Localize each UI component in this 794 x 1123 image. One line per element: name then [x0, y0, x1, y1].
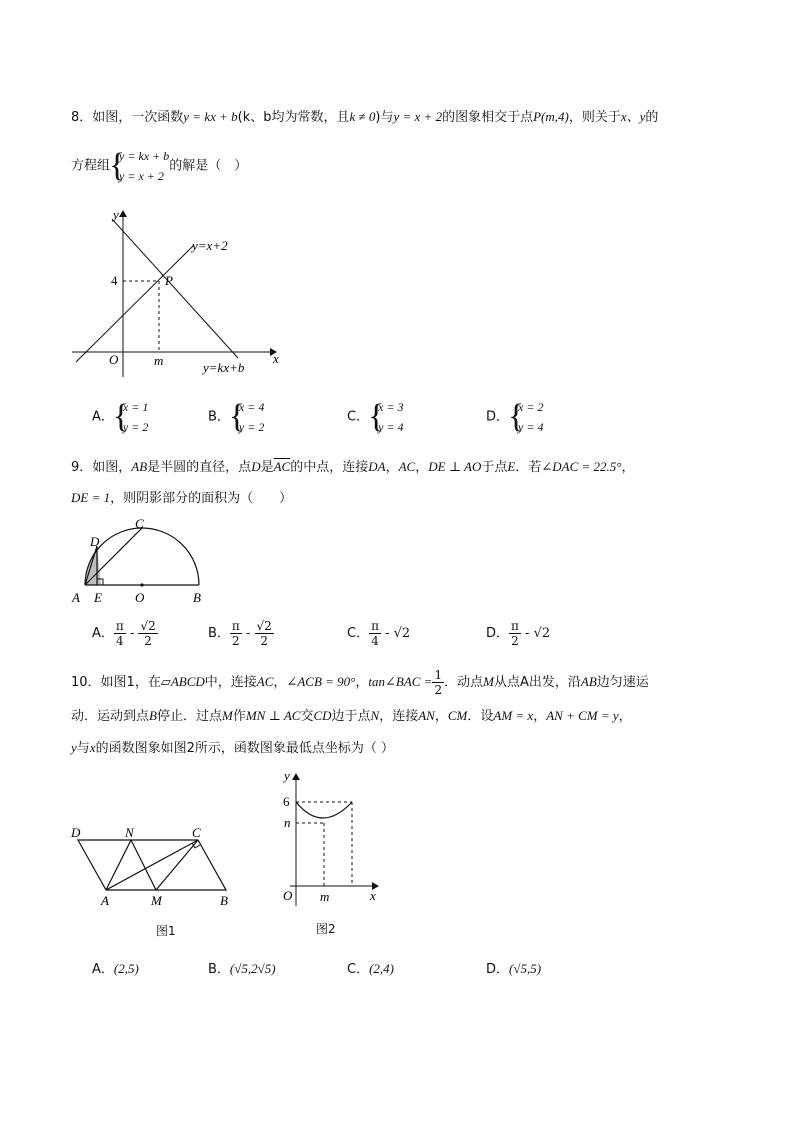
q10-line3: y与x的函数图象如图2所示，函数图象最低点坐标为（ ） [71, 740, 394, 756]
svg-text:n: n [284, 815, 291, 830]
svg-text:B: B [193, 590, 201, 605]
svg-text:D: D [71, 825, 81, 840]
q10-option-d: D．(√5,5) [486, 961, 542, 977]
q8-equation-system: { y = kx + b y = x + 2 [110, 146, 169, 186]
q10-line1: 10．如图1，在▱ABCD中，连接AC，∠ACB = 90°，tan∠BAC = $\frac{1}{2}$ ．动点M从点A出发，沿AB边匀速运 [71, 668, 649, 697]
q10-option-c: C．(2,4) [347, 961, 394, 977]
q8-option-b: B． { x = 4 y = 2 [208, 397, 264, 437]
q8-graph [68, 205, 298, 380]
q8-label-4: 4 [111, 273, 118, 288]
q8-option-c: C． { x = 3 y = 4 [347, 397, 404, 437]
svg-text:O: O [283, 888, 293, 903]
q8-label-origin: O [109, 352, 119, 367]
q10-option-b: B．(√5,2√5) [208, 961, 276, 977]
svg-text:y: y [284, 768, 290, 783]
svg-text:m: m [320, 889, 330, 904]
q9-option-d: D． $\frac{\pi}{2}$ - √2 [486, 619, 551, 648]
q10-figure1-caption: 图1 [156, 924, 176, 938]
q8-label-x: x [273, 351, 279, 366]
svg-text:O: O [135, 590, 145, 605]
q8-label-line1: y=x+2 [192, 238, 228, 253]
q9-option-a: A． $\frac{\pi}{4}$ - $\frac{√2}{2}$ [92, 619, 156, 648]
q10-segment-cm [156, 840, 198, 890]
q8-label-m: m [154, 353, 164, 368]
svg-text:E: E [94, 590, 102, 605]
q9-semicircle-arc [85, 528, 199, 585]
svg-text:B: B [220, 893, 228, 908]
q10-figure2-caption: 图2 [316, 922, 336, 936]
q10-figure1 [68, 822, 240, 914]
svg-text:N: N [125, 825, 134, 840]
q8-line-y-x-plus-2 [76, 245, 194, 362]
q8-line1: 8．如图，一次函数y = kx + b(k、b均为常数，且k ≠ 0)与y = x + 2的图象相交于点P(m,4)，则关于x、y的 [71, 109, 659, 125]
q8-line2: 方程组 { y = kx + b y = x + 2 的解是（ ） [71, 146, 247, 186]
q9-line2: DE = 1，则阴影部分的面积为（ ） [71, 490, 293, 506]
q9-figure [68, 515, 218, 607]
svg-text:C: C [192, 825, 201, 840]
q8-option-d: D． { x = 2 y = 4 [486, 397, 543, 437]
q8-option-a: A． { x = 1 y = 2 [92, 397, 148, 437]
q8-label-p: P [165, 273, 173, 288]
q9-option-b: B． $\frac{\pi}{2}$ - $\frac{√2}{2}$ [208, 619, 272, 648]
q10-option-a: A．(2,5) [92, 961, 139, 977]
q10-graph-curve [296, 802, 352, 818]
q9-option-c: C． $\frac{\pi}{4}$ - √2 [347, 619, 411, 648]
q10-right-angle-mark [192, 843, 200, 848]
q10-line2: 动．运动到点B停止．过点M作MN ⊥ AC交CD边于点N，连接AN，CM．设AM = x，AN + CM = y， [71, 708, 632, 724]
svg-text:C: C [135, 516, 144, 531]
q10-segment-an [106, 840, 131, 890]
q8-label-y: y [113, 207, 119, 222]
svg-text:A: A [72, 590, 80, 605]
q10-figure2 [272, 768, 384, 910]
svg-text:6: 6 [283, 794, 290, 809]
svg-text:x: x [370, 888, 376, 903]
svg-text:A: A [101, 893, 109, 908]
svg-text:D: D [90, 534, 100, 549]
q9-line1: 9．如图，AB是半圆的直径，点D是$\overline{AC}$的中点，连接DA，AC，DE ⊥ AO于点E．若∠DAC = 22.5°， [71, 459, 635, 475]
q8-label-line2: y=kx+b [203, 360, 245, 375]
q9-center-dot [140, 583, 143, 586]
svg-text:M: M [151, 893, 162, 908]
